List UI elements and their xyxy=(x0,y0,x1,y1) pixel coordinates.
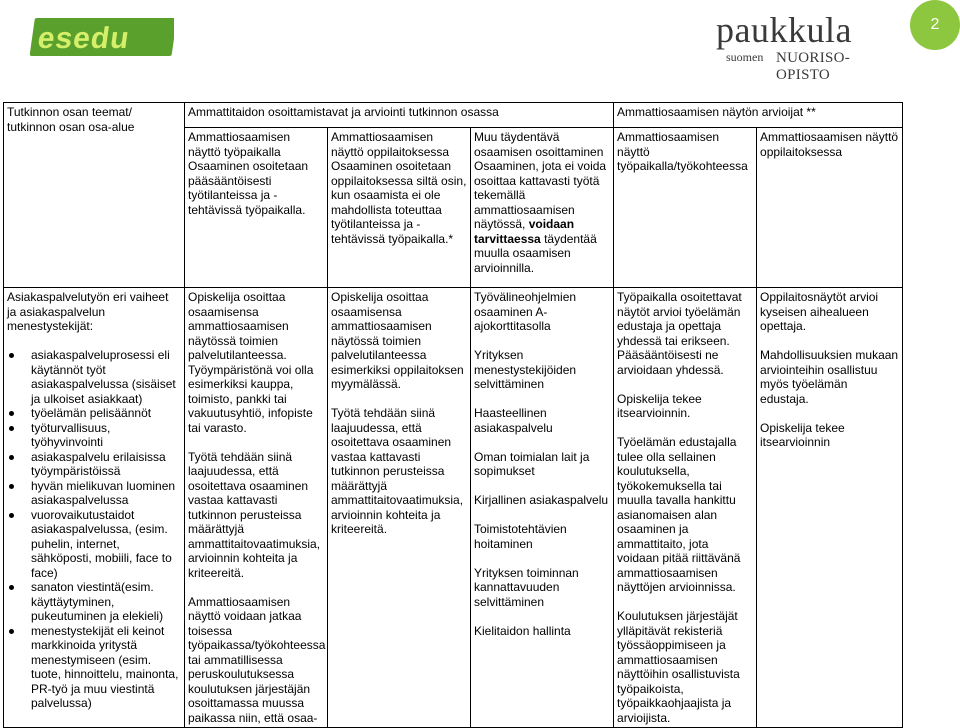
assessor-school-paragraph: Opiskelija tekee itsearvioinnin xyxy=(760,420,845,449)
assessor-workplace-paragraph: Opiskelija tekee itsearvioinnin. xyxy=(617,391,702,420)
header-theme-cell xyxy=(4,103,185,288)
esedu-logo-text: esedu xyxy=(35,22,132,55)
header-assessors: Ammattiosaamisen näytön arvioijat ** xyxy=(617,105,816,119)
theme-intro: Asiakaspalvelutyön eri vaiheet ja asiakaspalvelun menestystekijät: xyxy=(7,290,169,333)
list-item: työturvallisuus, työhyvinvointi xyxy=(7,421,181,450)
paukkula-logo-sub2: NUORISO-OPISTO xyxy=(776,50,851,83)
theme-list xyxy=(7,348,181,711)
list-item: työelämän pelisäännöt xyxy=(7,406,181,421)
paukkula-logo-name: paukkula xyxy=(716,10,852,50)
subheader-school-text: Osaaminen osoitetaan oppilaitoksessa siltä osin, kun osaamista ei ole mahdollista toteuttaa työtilanteissa ja -tehtävissä työpaikalla.* xyxy=(331,159,467,246)
list-item: asiakaspalveluprosessi eli käytännöt työt asiakaspalvelussa (sisäiset ja ulkoiset asiakkaat) xyxy=(7,348,181,406)
assessment-table xyxy=(3,102,903,728)
subheader-other-text xyxy=(474,159,610,275)
subheader-workplace-cell xyxy=(185,128,328,288)
subheader-other-bold: voidaan tarvittaessa xyxy=(474,217,575,246)
subheader-assessor-workplace-cell xyxy=(614,128,757,288)
subheader-other-title: Muu täydentävä osaamisen osoittaminen xyxy=(474,130,604,159)
esedu-logo xyxy=(26,10,174,67)
content-assessor-workplace-cell xyxy=(614,288,757,728)
other-item: Kirjallinen asiakaspalvelu xyxy=(474,493,609,507)
content-assessor-school-cell xyxy=(757,288,903,728)
header-methods-cell xyxy=(185,103,614,128)
other-item: Toimistotehtävien hoitaminen xyxy=(474,522,567,551)
other-item: Yrityksen menestystekijöiden selvittäminen xyxy=(474,348,577,391)
other-item: Oman toimialan lait ja sopimukset xyxy=(474,449,590,478)
school-paragraph: Opiskelija osoittaa osaamisensa ammattiosaamisen näytössä toimien palvelutilanteessa esimerkiksi oppilaitoksen myymälässä. xyxy=(331,290,464,391)
content-other-cell xyxy=(471,288,614,728)
page-number-badge xyxy=(910,0,960,50)
assessor-workplace-paragraph: Koulutuksen järjestäjät ylläpitävät rekisteriä työssäoppimiseen ja ammattiosaamisen näyttöihin osallistuvista työpaikoista, työpaikkaohjaajista ja arvioijista. xyxy=(617,609,740,725)
other-item: Haasteellinen asiakaspalvelu xyxy=(474,406,553,435)
list-item: asiakaspalvelu erilaisissa työympäristöissä xyxy=(7,450,181,479)
other-item: Työvälineohjelmien osaaminen A-ajokorttitasolla xyxy=(474,290,577,333)
table-header-row xyxy=(4,103,903,128)
other-item: Yrityksen toiminnan kannattavuuden selvittäminen xyxy=(474,565,579,609)
paukkula-logo xyxy=(716,10,896,83)
content-theme-cell xyxy=(4,288,185,728)
subheader-workplace-title: Ammattiosaamisen näyttö työpaikalla xyxy=(188,130,291,159)
workplace-paragraph: Työtä tehdään siinä laajuudessa, että osoitettava osaaminen vastaa kattavasti tutkinnon perusteissa määrättyjä ammattitaitovaatimuksia, arvioinnin kohteita ja kriteereitä. xyxy=(188,449,321,580)
assessor-school-paragraph: Mahdollisuuksien mukaan arviointeihin osallistuu myös työelämän edustaja. xyxy=(760,348,899,406)
subheader-workplace-text: Osaaminen osoitetaan pääsääntöisesti työtilanteissa ja -tehtävissä työpaikalla. xyxy=(188,159,309,217)
assessor-workplace-paragraph: Työpaikalla osoitettavat näytöt arvioi työelämän edustaja ja opettaja yhdessä tai erikseen. Pääsääntöisesti ne arvioidaan yhdessä. xyxy=(617,290,742,377)
list-item: vuorovaikutustaidot asiakaspalvelussa, (esim. puhelin, internet, sähköposti, mobiili, face to face) xyxy=(7,508,181,581)
workplace-paragraph: Ammattiosaamisen näyttö voidaan jatkaa toisessa työpaikassa/työkohteessa tai ammatillisessa peruskoulutuksessa koulutuksen järjestäjän osoittamassa muussa paikassa niin, että osaa- xyxy=(188,594,326,725)
page-number: 2 xyxy=(910,0,960,50)
workplace-paragraph: Opiskelija osoittaa osaamisensa ammattiosaamisen näytössä toimien palvelutilanteessa. Työympäristönä voi olla esimerkiksi kauppa, toimisto, pankki tai vakuutusyhtiö, infopiste tai varasto. xyxy=(188,290,314,435)
list-item: hyvän mielikuvan luominen asiakaspalvelussa xyxy=(7,479,181,508)
assessor-workplace-paragraph: Työelämän edustajalla tulee olla sellainen koulutuksella, työkokemuksella tai muulla tavalla hankittu asianomaisen alan osaaminen ja ammattitaito, jota voidaan pitää riittävänä ammattiosaamisen näyttöjen arvioinnissa. xyxy=(617,435,741,594)
header-assessors-cell xyxy=(614,103,903,128)
subheader-assessor-workplace-title: Ammattiosaamisen näyttö työpaikalla/työkohteessa xyxy=(617,130,748,173)
paukkula-logo-sub1: suomen xyxy=(726,50,764,64)
content-school-cell xyxy=(328,288,471,728)
subheader-school-title: Ammattiosaamisen näyttö oppilaitoksessa xyxy=(331,130,450,159)
school-paragraph: Työtä tehdään siinä laajuudessa, että osoitettava osaaminen vastaa kattavasti tutkinnon perusteissa määrättyjä ammattitaitovaatimuksia, arvioinnin kohteita ja kriteereitä. xyxy=(331,406,464,536)
table-content-row xyxy=(4,288,903,728)
list-item: menestystekijät eli keinot markkinoida yritystä menestymiseen (esim. tuote, hinnoittelu, mainonta, PR-työ ja muu viestintä palvelussa) xyxy=(7,624,181,711)
subheader-school-cell xyxy=(328,128,471,288)
subheader-other-text1: Osaaminen, jota ei voida osoittaa kattavasti työtä tekemällä ammattiosaamisen näytössä, xyxy=(474,159,607,231)
subheader-other-cell xyxy=(471,128,614,288)
header-theme: Tutkinnon osan teemat/ tutkinnon osan osa-alue xyxy=(7,105,135,134)
subheader-assessor-school-cell xyxy=(757,128,903,288)
content-workplace-cell xyxy=(185,288,328,728)
subheader-assessor-school-title: Ammattiosaamisen näyttö oppilaitoksessa xyxy=(760,130,899,159)
header-methods: Ammattitaidon osoittamistavat ja arviointi tutkinnon osassa xyxy=(188,105,499,119)
subheader-other-text2: täydentää muulla osaamisen arvioinnilla. xyxy=(474,231,597,275)
list-item: sanaton viestintä(esim. käyttäytyminen, pukeutuminen ja elekieli) xyxy=(7,580,181,624)
other-item: Kielitaidon hallinta xyxy=(474,623,571,638)
assessor-school-paragraph: Oppilaitosnäytöt arvioi kyseisen aihealueen opettaja. xyxy=(760,290,879,333)
